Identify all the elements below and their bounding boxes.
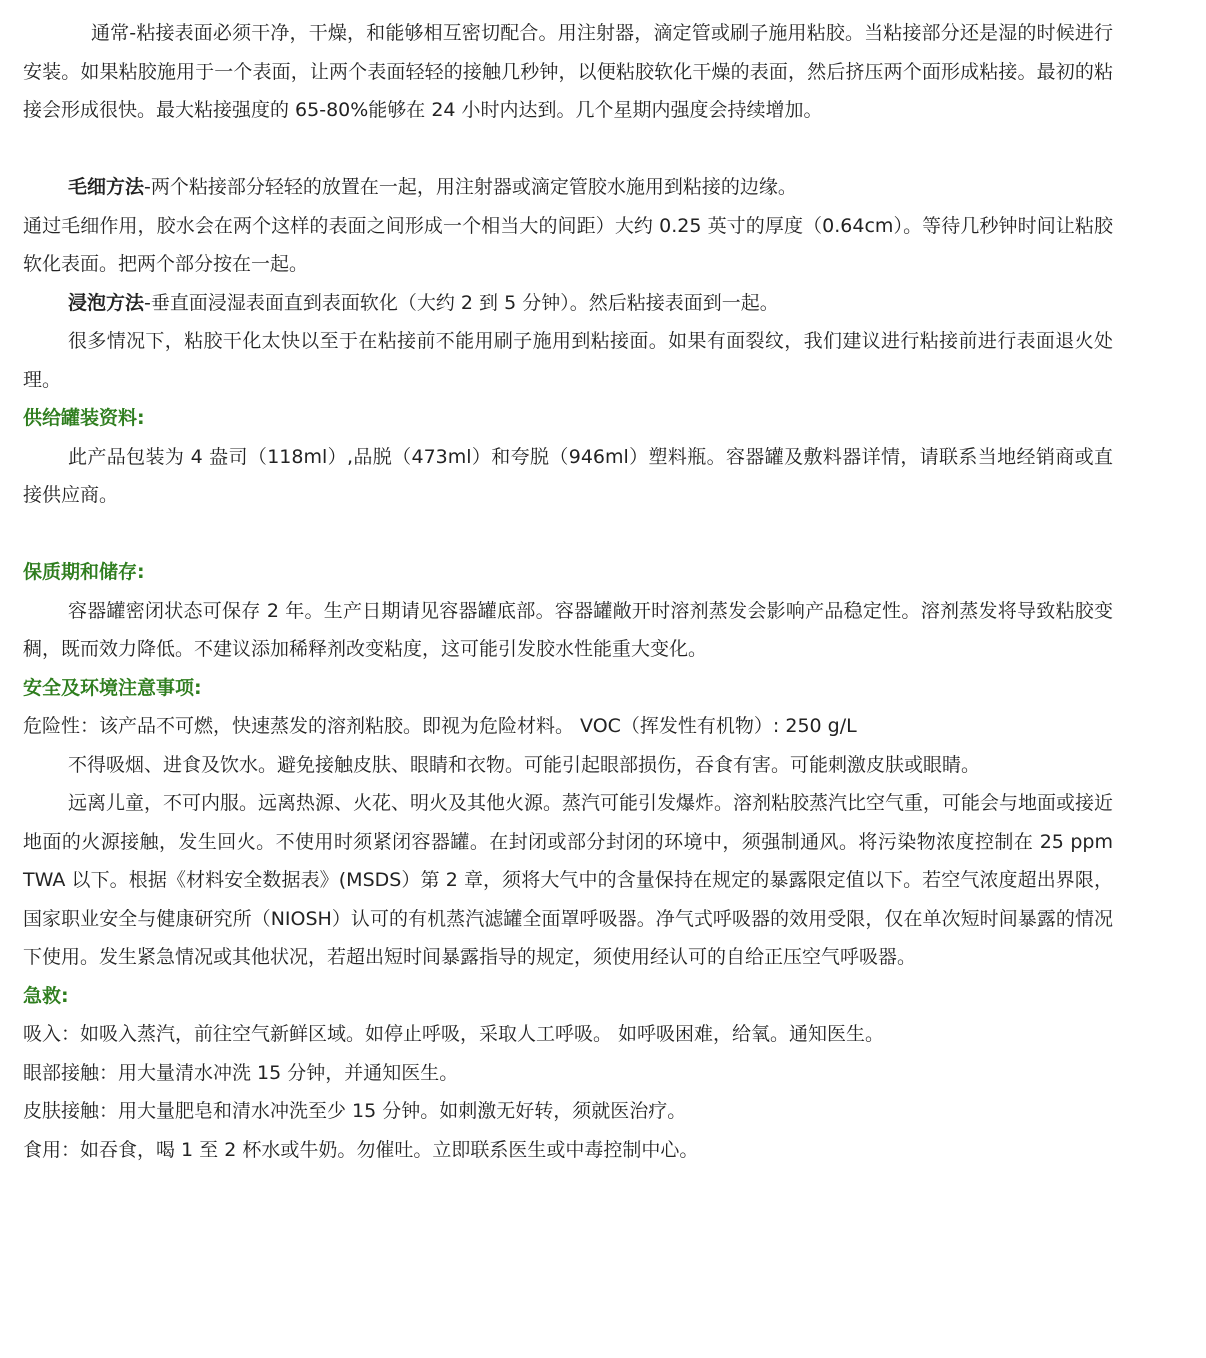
- hazard-paragraph: 危险性：该产品不可燃，快速蒸发的溶剂粘胶。即视为危险材料。 VOC（挥发性有机物）: 250 g/L: [23, 715, 857, 737]
- supply-heading: 供给罐装资料:: [23, 407, 145, 429]
- document-body: [23, 14, 1113, 1169]
- capillary-method-detail: 通过毛细作用，胶水会在两个这样的表面之间形成一个相当大的间距）大约 0.25 英寸的厚度（0.64cm）。等待几秒钟时间让粘胶软化表面。把两个部分按在一起。: [23, 214, 1113, 275]
- first-aid-eye: 眼部接触：用大量清水冲洗 15 分钟，并通知医生。: [23, 1061, 459, 1084]
- first-aid-ingest: 食用：如吞食，喝 1 至 2 杯水或牛奶。勿催吐。立即联系医生或中毒控制中心。: [23, 1138, 699, 1161]
- capillary-method-paragraph: [23, 168, 1113, 207]
- capillary-method-label: 毛细方法: [68, 176, 145, 198]
- capillary-method-text: -两个粘接部分轻轻的放置在一起，用注射器或滴定管胶水施用到粘接的边缘。: [144, 176, 797, 198]
- supply-paragraph: 此产品包装为 4 盎司（118ml）,品脱（473ml）和夸脱（946ml）塑料瓶。容器罐及敷料器详情，请联系当地经销商或直接供应商。: [23, 445, 1113, 506]
- storage-paragraph: 容器罐密闭状态可保存 2 年。生产日期请见容器罐底部。容器罐敞开时溶剂蒸发会影响产品稳定性。溶剂蒸发将导致粘胶变稠，既而效力降低。不建议添加稀释剂改变粘度，这可能引发胶水性能重大变化。: [23, 599, 1113, 660]
- soak-method-text: -垂直面浸湿表面直到表面软化（大约 2 到 5 分钟）。然后粘接表面到一起。: [144, 291, 779, 314]
- usage-paragraph: 通常-粘接表面必须干净，干燥，和能够相互密切配合。用注射器，滴定管或刷子施用粘胶。当粘接部分还是湿的时候进行安装。如果粘胶施用于一个表面，让两个表面轻轻的接触几秒钟，以便粘胶软化干燥的表面，然后挤压两个面形成粘接。最初的粘接会形成很快。最大粘接强度的 65-80%能够在 24 小时内达到。几个星期内强度会持续增加。: [23, 22, 1113, 121]
- spacer: [23, 515, 1113, 554]
- storage-heading: 保质期和储存:: [23, 561, 145, 583]
- first-aid-heading: 急救:: [23, 984, 69, 1007]
- first-aid-inhale: 吸入：如吸入蒸汽，前往空气新鲜区域。如停止呼吸，采取人工呼吸。 如呼吸困难，给氧。通知医生。: [23, 1023, 885, 1045]
- dry-fast-paragraph: 很多情况下，粘胶干化太快以至于在粘接前不能用刷子施用到粘接面。如果有面裂纹，我们建议进行粘接前进行表面退火处理。: [23, 330, 1113, 391]
- safety-heading: 安全及环境注意事项:: [23, 676, 202, 699]
- spacer: [23, 130, 1113, 169]
- first-aid-skin: 皮肤接触：用大量肥皂和清水冲洗至少 15 分钟。如刺激无好转，须就医治疗。: [23, 1100, 687, 1122]
- soak-method-label: 浸泡方法: [68, 291, 145, 314]
- soak-method-paragraph: [23, 284, 1113, 323]
- no-eat-paragraph: 不得吸烟、进食及饮水。避免接触皮肤、眼睛和衣物。可能引起眼部损伤，吞食有害。可能刺激皮肤或眼睛。: [68, 753, 981, 776]
- keep-away-paragraph: 远离儿童，不可内服。远离热源、火花、明火及其他火源。蒸汽可能引发爆炸。溶剂粘胶蒸汽比空气重，可能会与地面或接近地面的火源接触，发生回火。不使用时须紧闭容器罐。在封闭或部分封闭的环境中，须强制通风。将污染物浓度控制在 25 ppm TWA 以下。根据《材料安全数据表》(MSDS）第 2 章，须将大气中的含量保持在规定的暴露限定值以下。若空气浓度超出界限，国家职业安全与健康研究所（NIOSH）认可的有机蒸汽滤罐全面罩呼吸器。净气式呼吸器的效用受限，仅在单次短时间暴露的情况下使用。发生紧急情况或其他状况，若超出短时间暴露指导的规定，须使用经认可的自给正压空气呼吸器。: [23, 792, 1114, 968]
